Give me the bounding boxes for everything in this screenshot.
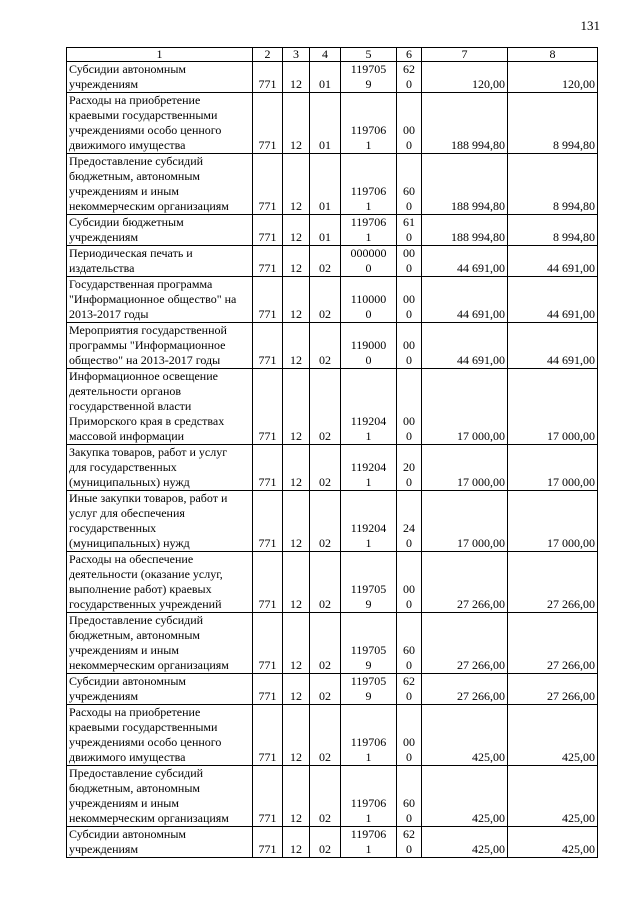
amount-cell: 425,00: [508, 705, 598, 766]
amount-cell: 44 691,00: [508, 323, 598, 369]
target-article-cell: 119705 9: [341, 552, 397, 613]
expense-type-cell: 60 0: [397, 154, 422, 215]
section-code-cell: 12: [283, 491, 310, 552]
amount-cell: 17 000,00: [508, 491, 598, 552]
table-row: [67, 705, 598, 766]
target-article-cell: 119706 1: [341, 154, 397, 215]
column-header: 6: [397, 48, 422, 62]
expense-type-cell: 00 0: [397, 552, 422, 613]
section-code-cell: 12: [283, 246, 310, 277]
table-row: [67, 491, 598, 552]
expense-type-cell: 62 0: [397, 827, 422, 858]
table-row: [67, 277, 598, 323]
table-row: [67, 62, 598, 93]
subsection-code-cell: 01: [310, 215, 341, 246]
amount-cell: 425,00: [508, 766, 598, 827]
amount-cell: 17 000,00: [508, 445, 598, 491]
expense-type-cell: 00 0: [397, 246, 422, 277]
amount-cell: 120,00: [422, 62, 508, 93]
subsection-code-cell: 02: [310, 766, 341, 827]
subsection-code-cell: 02: [310, 552, 341, 613]
table-row: [67, 445, 598, 491]
table-header-row: [67, 48, 598, 62]
row-name-cell: Государственная программа "Информационное общество" на 2013-2017 годы: [67, 277, 253, 323]
subsection-code-cell: 02: [310, 277, 341, 323]
section-code-cell: 12: [283, 215, 310, 246]
amount-cell: 425,00: [508, 827, 598, 858]
row-name-cell: Периодическая печать и издательства: [67, 246, 253, 277]
subsection-code-cell: 02: [310, 246, 341, 277]
ministry-code-cell: 771: [253, 246, 283, 277]
amount-cell: 8 994,80: [508, 154, 598, 215]
amount-cell: 425,00: [422, 766, 508, 827]
section-code-cell: 12: [283, 323, 310, 369]
ministry-code-cell: 771: [253, 674, 283, 705]
amount-cell: 188 994,80: [422, 215, 508, 246]
ministry-code-cell: 771: [253, 277, 283, 323]
target-article-cell: 119706 1: [341, 93, 397, 154]
row-name-cell: Предоставление субсидий бюджетным, автономным учреждениям и иным некоммерческим организациям: [67, 766, 253, 827]
section-code-cell: 12: [283, 277, 310, 323]
subsection-code-cell: 02: [310, 827, 341, 858]
amount-cell: 27 266,00: [508, 552, 598, 613]
table-row: [67, 766, 598, 827]
subsection-code-cell: 01: [310, 93, 341, 154]
expense-type-cell: 61 0: [397, 215, 422, 246]
amount-cell: 27 266,00: [422, 552, 508, 613]
section-code-cell: 12: [283, 154, 310, 215]
amount-cell: 425,00: [422, 705, 508, 766]
target-article-cell: 119706 1: [341, 827, 397, 858]
column-header: 4: [310, 48, 341, 62]
row-name-cell: Информационное освещение деятельности органов государственной власти Приморского края в средствах массовой информации: [67, 369, 253, 445]
amount-cell: 27 266,00: [508, 613, 598, 674]
amount-cell: 17 000,00: [422, 369, 508, 445]
subsection-code-cell: 02: [310, 323, 341, 369]
ministry-code-cell: 771: [253, 827, 283, 858]
subsection-code-cell: 02: [310, 674, 341, 705]
section-code-cell: 12: [283, 827, 310, 858]
ministry-code-cell: 771: [253, 445, 283, 491]
section-code-cell: 12: [283, 445, 310, 491]
ministry-code-cell: 771: [253, 491, 283, 552]
row-name-cell: Предоставление субсидий бюджетным, автономным учреждениям и иным некоммерческим организациям: [67, 154, 253, 215]
target-article-cell: 119204 1: [341, 491, 397, 552]
subsection-code-cell: 02: [310, 445, 341, 491]
target-article-cell: 000000 0: [341, 246, 397, 277]
target-article-cell: 119000 0: [341, 323, 397, 369]
amount-cell: 44 691,00: [508, 246, 598, 277]
row-name-cell: Расходы на приобретение краевыми государственными учреждениями особо ценного движимого имущества: [67, 705, 253, 766]
expense-type-cell: 60 0: [397, 766, 422, 827]
ministry-code-cell: 771: [253, 154, 283, 215]
table-row: [67, 93, 598, 154]
amount-cell: 44 691,00: [422, 277, 508, 323]
table-row: [67, 215, 598, 246]
row-name-cell: Иные закупки товаров, работ и услуг для обеспечения государственных (муниципальных) нужд: [67, 491, 253, 552]
expense-type-cell: 20 0: [397, 445, 422, 491]
target-article-cell: 119705 9: [341, 613, 397, 674]
target-article-cell: 119204 1: [341, 369, 397, 445]
row-name-cell: Расходы на приобретение краевыми государственными учреждениями особо ценного движимого имущества: [67, 93, 253, 154]
table-row: [67, 323, 598, 369]
column-header: 1: [67, 48, 253, 62]
row-name-cell: Субсидии автономным учреждениям: [67, 62, 253, 93]
table-row: [67, 246, 598, 277]
ministry-code-cell: 771: [253, 93, 283, 154]
column-header: 7: [422, 48, 508, 62]
row-name-cell: Предоставление субсидий бюджетным, автономным учреждениям и иным некоммерческим организациям: [67, 613, 253, 674]
expense-type-cell: 00 0: [397, 369, 422, 445]
column-header: 3: [283, 48, 310, 62]
section-code-cell: 12: [283, 766, 310, 827]
ministry-code-cell: 771: [253, 766, 283, 827]
page-number: 131: [580, 18, 600, 33]
amount-cell: 8 994,80: [508, 215, 598, 246]
amount-cell: 44 691,00: [422, 323, 508, 369]
amount-cell: 27 266,00: [508, 674, 598, 705]
row-name-cell: Закупка товаров, работ и услуг для государственных (муниципальных) нужд: [67, 445, 253, 491]
amount-cell: 27 266,00: [422, 613, 508, 674]
column-header: 8: [508, 48, 598, 62]
amount-cell: 17 000,00: [422, 445, 508, 491]
ministry-code-cell: 771: [253, 552, 283, 613]
subsection-code-cell: 02: [310, 613, 341, 674]
amount-cell: 8 994,80: [508, 93, 598, 154]
amount-cell: 188 994,80: [422, 154, 508, 215]
target-article-cell: 119705 9: [341, 674, 397, 705]
section-code-cell: 12: [283, 552, 310, 613]
target-article-cell: 119706 1: [341, 215, 397, 246]
ministry-code-cell: 771: [253, 369, 283, 445]
table-row: [67, 369, 598, 445]
row-name-cell: Субсидии бюджетным учреждениям: [67, 215, 253, 246]
row-name-cell: Субсидии автономным учреждениям: [67, 674, 253, 705]
target-article-cell: 119706 1: [341, 766, 397, 827]
subsection-code-cell: 01: [310, 62, 341, 93]
expense-type-cell: 00 0: [397, 277, 422, 323]
section-code-cell: 12: [283, 674, 310, 705]
expense-type-cell: 00 0: [397, 705, 422, 766]
ministry-code-cell: 771: [253, 215, 283, 246]
section-code-cell: 12: [283, 613, 310, 674]
amount-cell: 17 000,00: [508, 369, 598, 445]
target-article-cell: 110000 0: [341, 277, 397, 323]
ministry-code-cell: 771: [253, 323, 283, 369]
expense-type-cell: 00 0: [397, 93, 422, 154]
table-row: [67, 827, 598, 858]
budget-table: [66, 47, 598, 858]
section-code-cell: 12: [283, 93, 310, 154]
expense-type-cell: 62 0: [397, 674, 422, 705]
expense-type-cell: 00 0: [397, 323, 422, 369]
amount-cell: 425,00: [422, 827, 508, 858]
subsection-code-cell: 02: [310, 491, 341, 552]
target-article-cell: 119204 1: [341, 445, 397, 491]
amount-cell: 120,00: [508, 62, 598, 93]
ministry-code-cell: 771: [253, 62, 283, 93]
target-article-cell: 119705 9: [341, 62, 397, 93]
expense-type-cell: 62 0: [397, 62, 422, 93]
row-name-cell: Субсидии автономным учреждениям: [67, 827, 253, 858]
ministry-code-cell: 771: [253, 613, 283, 674]
row-name-cell: Мероприятия государственной программы "Информационное общество" на 2013-2017 годы: [67, 323, 253, 369]
column-header: 5: [341, 48, 397, 62]
expense-type-cell: 60 0: [397, 613, 422, 674]
table-row: [67, 154, 598, 215]
table-row: [67, 613, 598, 674]
amount-cell: 17 000,00: [422, 491, 508, 552]
target-article-cell: 119706 1: [341, 705, 397, 766]
ministry-code-cell: 771: [253, 705, 283, 766]
amount-cell: 44 691,00: [508, 277, 598, 323]
section-code-cell: 12: [283, 369, 310, 445]
subsection-code-cell: 02: [310, 705, 341, 766]
subsection-code-cell: 01: [310, 154, 341, 215]
amount-cell: 27 266,00: [422, 674, 508, 705]
expense-type-cell: 24 0: [397, 491, 422, 552]
table-row: [67, 674, 598, 705]
column-header: 2: [253, 48, 283, 62]
section-code-cell: 12: [283, 62, 310, 93]
section-code-cell: 12: [283, 705, 310, 766]
subsection-code-cell: 02: [310, 369, 341, 445]
amount-cell: 188 994,80: [422, 93, 508, 154]
row-name-cell: Расходы на обеспечение деятельности (оказание услуг, выполнение работ) краевых государственных учреждений: [67, 552, 253, 613]
amount-cell: 44 691,00: [422, 246, 508, 277]
table-row: [67, 552, 598, 613]
